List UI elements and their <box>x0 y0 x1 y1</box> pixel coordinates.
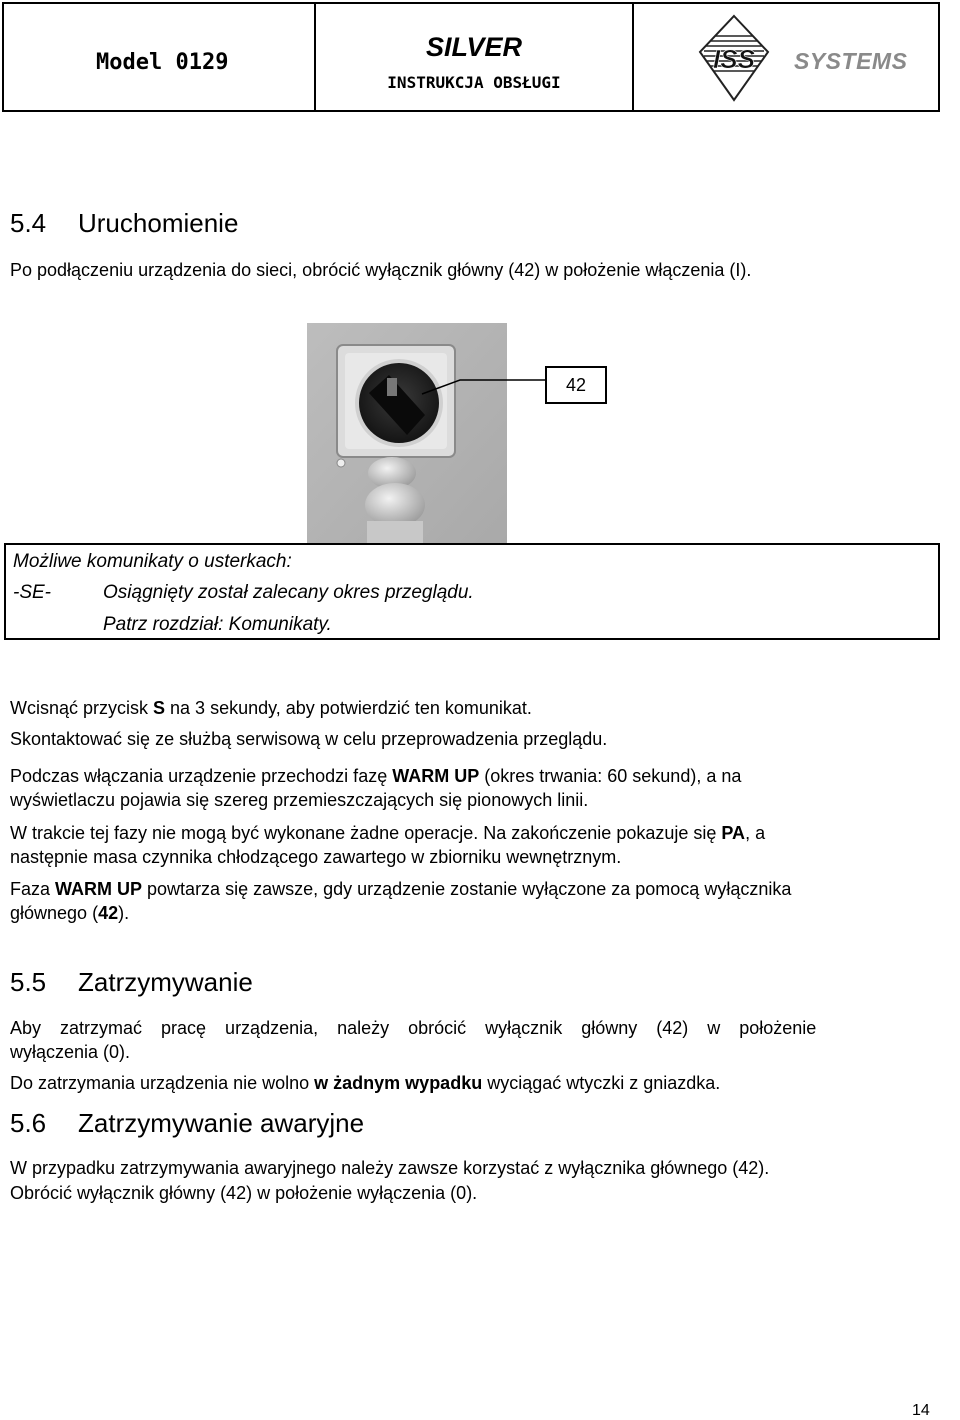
paragraph-service: Skontaktować się ze służbą serwisową w celu przeprowadzenia przeglądu. <box>10 729 608 749</box>
section-heading-5-6 <box>10 1108 364 1139</box>
section-title: Uruchomienie <box>78 208 239 238</box>
iss-logo-icon <box>694 12 774 104</box>
paragraph-no-unplug: Do zatrzymania urządzenia nie wolno w żadnym wypadku wyciągać wtyczki z gniazdka. <box>10 1073 721 1093</box>
paragraph-emergency-cont: Obrócić wyłącznik główny (42) w położenie wyłączenia (0). <box>10 1183 478 1203</box>
intro-paragraph: Po podłączeniu urządzenia do sieci, obrócić wyłącznik główny (42) w położenie włączenia (I). <box>10 260 752 280</box>
fault-message-1: Osiągnięty został zalecany okres przeglądu. <box>103 582 474 603</box>
section-number: 5.6 <box>10 1108 47 1138</box>
header-model-cell <box>4 4 316 110</box>
fault-messages-box <box>4 543 940 640</box>
page-header <box>2 2 940 112</box>
section-title: Zatrzymywanie <box>78 967 253 997</box>
product-name: SILVER <box>425 32 523 62</box>
model-label: Model 0129 <box>96 50 229 75</box>
paragraph-confirm: Wcisnąć przycisk S na 3 sekundy, aby potwierdzić ten komunikat. <box>10 698 532 718</box>
paragraph-stop: Aby zatrzymać pracę urządzenia, należy obrócić wyłącznik główny (42) w położenie <box>10 1018 817 1038</box>
paragraph-warmup: Podczas włączania urządzenie przechodzi fazę WARM UP (okres trwania: 60 sekund), a na <box>10 766 742 786</box>
fault-message-2: Patrz rozdział: Komunikaty. <box>103 614 332 635</box>
section-heading-5-4 <box>10 208 238 239</box>
paragraph-warmup-cont: wyświetlaczu pojawia się szereg przemieszczających się pionowych linii. <box>10 790 589 810</box>
svg-text:ISS: ISS <box>713 44 755 74</box>
section-number: 5.5 <box>10 967 47 997</box>
callout-leader-line <box>420 370 548 400</box>
paragraph-no-operations: W trakcie tej fazy nie mogą być wykonane żadne operacje. Na zakończenie pokazuje się PA, a <box>10 823 766 843</box>
header-title-cell <box>316 4 634 110</box>
main-switch-photo <box>307 323 507 543</box>
paragraph-refrigerant: następnie masa czynnika chłodzącego zawartego w zbiorniku wewnętrznym. <box>10 847 622 867</box>
page-number: 14 <box>912 1402 930 1419</box>
brand-name: SYSTEMS <box>794 48 908 74</box>
paragraph-emergency: W przypadku zatrzymywania awaryjnego należy zawsze korzystać z wyłącznika głównego (42). <box>10 1158 770 1178</box>
paragraph-warmup-repeat: Faza WARM UP powtarza się zawsze, gdy urządzenie zostanie wyłączone za pomocą wyłącznika <box>10 879 792 899</box>
header-logo-cell <box>634 4 938 110</box>
callout-label-42: 42 <box>545 366 607 404</box>
section-title: Zatrzymywanie awaryjne <box>78 1108 365 1138</box>
section-number: 5.4 <box>10 208 47 238</box>
fault-box-title: Możliwe komunikaty o usterkach: <box>13 551 292 572</box>
section-heading-5-5 <box>10 967 253 998</box>
paragraph-warmup-repeat-cont: głównego (42). <box>10 903 130 923</box>
document-subtitle: INSTRUKCJA OBSŁUGI <box>387 73 561 92</box>
fault-code: -SE- <box>13 582 51 603</box>
paragraph-stop-cont: wyłączenia (0). <box>10 1042 131 1062</box>
